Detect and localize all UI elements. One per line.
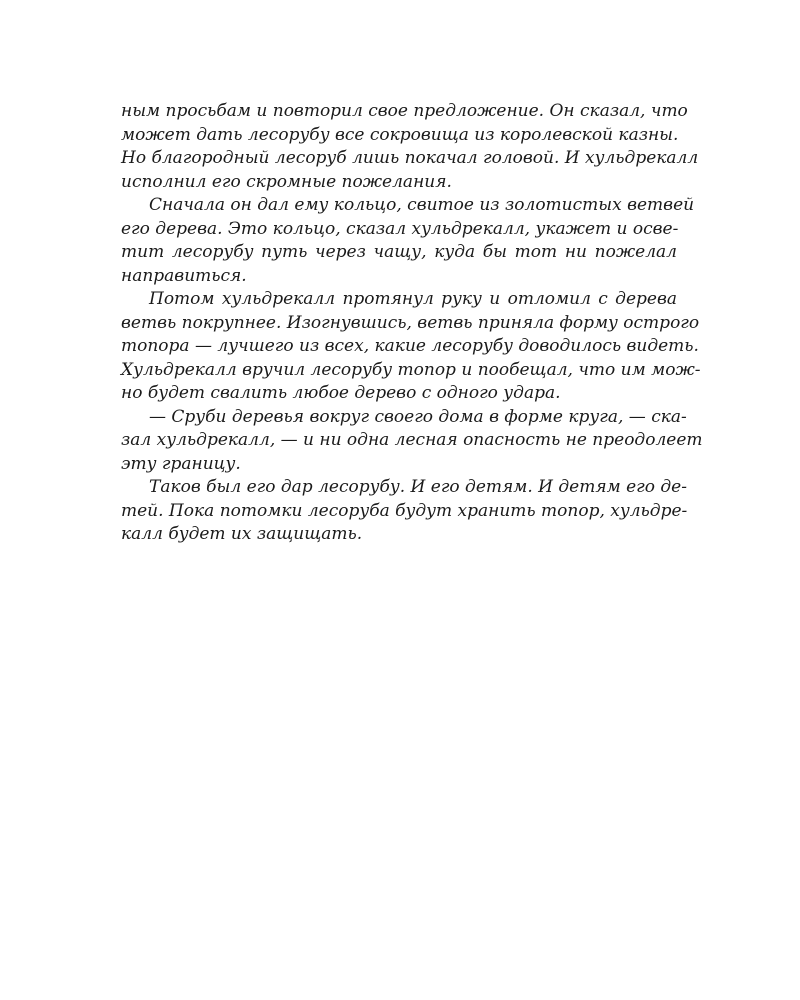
paragraph-3: [121, 288, 701, 406]
text-line: топора — лучшего из всех, какие лесорубу доводилось видеть.: [121, 336, 699, 356]
text-line: зал хульдрекалл, — и ни одна лесная опасность не преодолеет: [121, 430, 703, 450]
text-line: тей. Пока потомки лесоруба будут хранить топор, хульдре-: [121, 500, 688, 521]
text-line: исполнил его скромные пожелания.: [121, 171, 452, 192]
text-line: Но благородный лесоруб лишь покачал головой. И хульдрекалл: [121, 148, 699, 168]
paragraph-5: [121, 476, 688, 547]
text-line: Потом хульдрекалл протянул руку и отломил с дерева: [149, 289, 677, 309]
text-line: — Сруби деревья вокруг своего дома в форме круга, — ска-: [149, 406, 687, 427]
text-line: тит лесорубу путь через чащу, куда бы тот ни пожелал: [121, 242, 677, 262]
paragraph-2: [121, 194, 695, 288]
text-line: калл будет их защищать.: [121, 524, 363, 544]
paragraph-1: [121, 100, 699, 194]
text-line: Сначала он дал ему кольцо, свитое из золотистых ветвей: [149, 195, 695, 215]
text-line: ным просьбам и повторил свое предложение. Он сказал, что: [121, 101, 688, 121]
text-line: Хульдрекалл вручил лесорубу топор и пообещал, что им мож-: [121, 359, 701, 380]
text-line: ветвь покрупнее. Изогнувшись, ветвь приняла форму острого: [121, 312, 700, 333]
body-text: [121, 100, 703, 547]
text-line: Таков был его дар лесорубу. И его детям. И детям его де-: [149, 477, 687, 497]
text-line: эту границу.: [121, 453, 241, 474]
text-line: но будет свалить любое дерево с одного удара.: [121, 383, 561, 403]
text-line: направиться.: [121, 265, 247, 286]
paragraph-4: [121, 406, 703, 477]
text-line: его дерева. Это кольцо, сказал хульдрекалл, укажет и осве-: [121, 218, 679, 239]
text-line: может дать лесорубу все сокровища из королевской казны.: [121, 124, 679, 145]
